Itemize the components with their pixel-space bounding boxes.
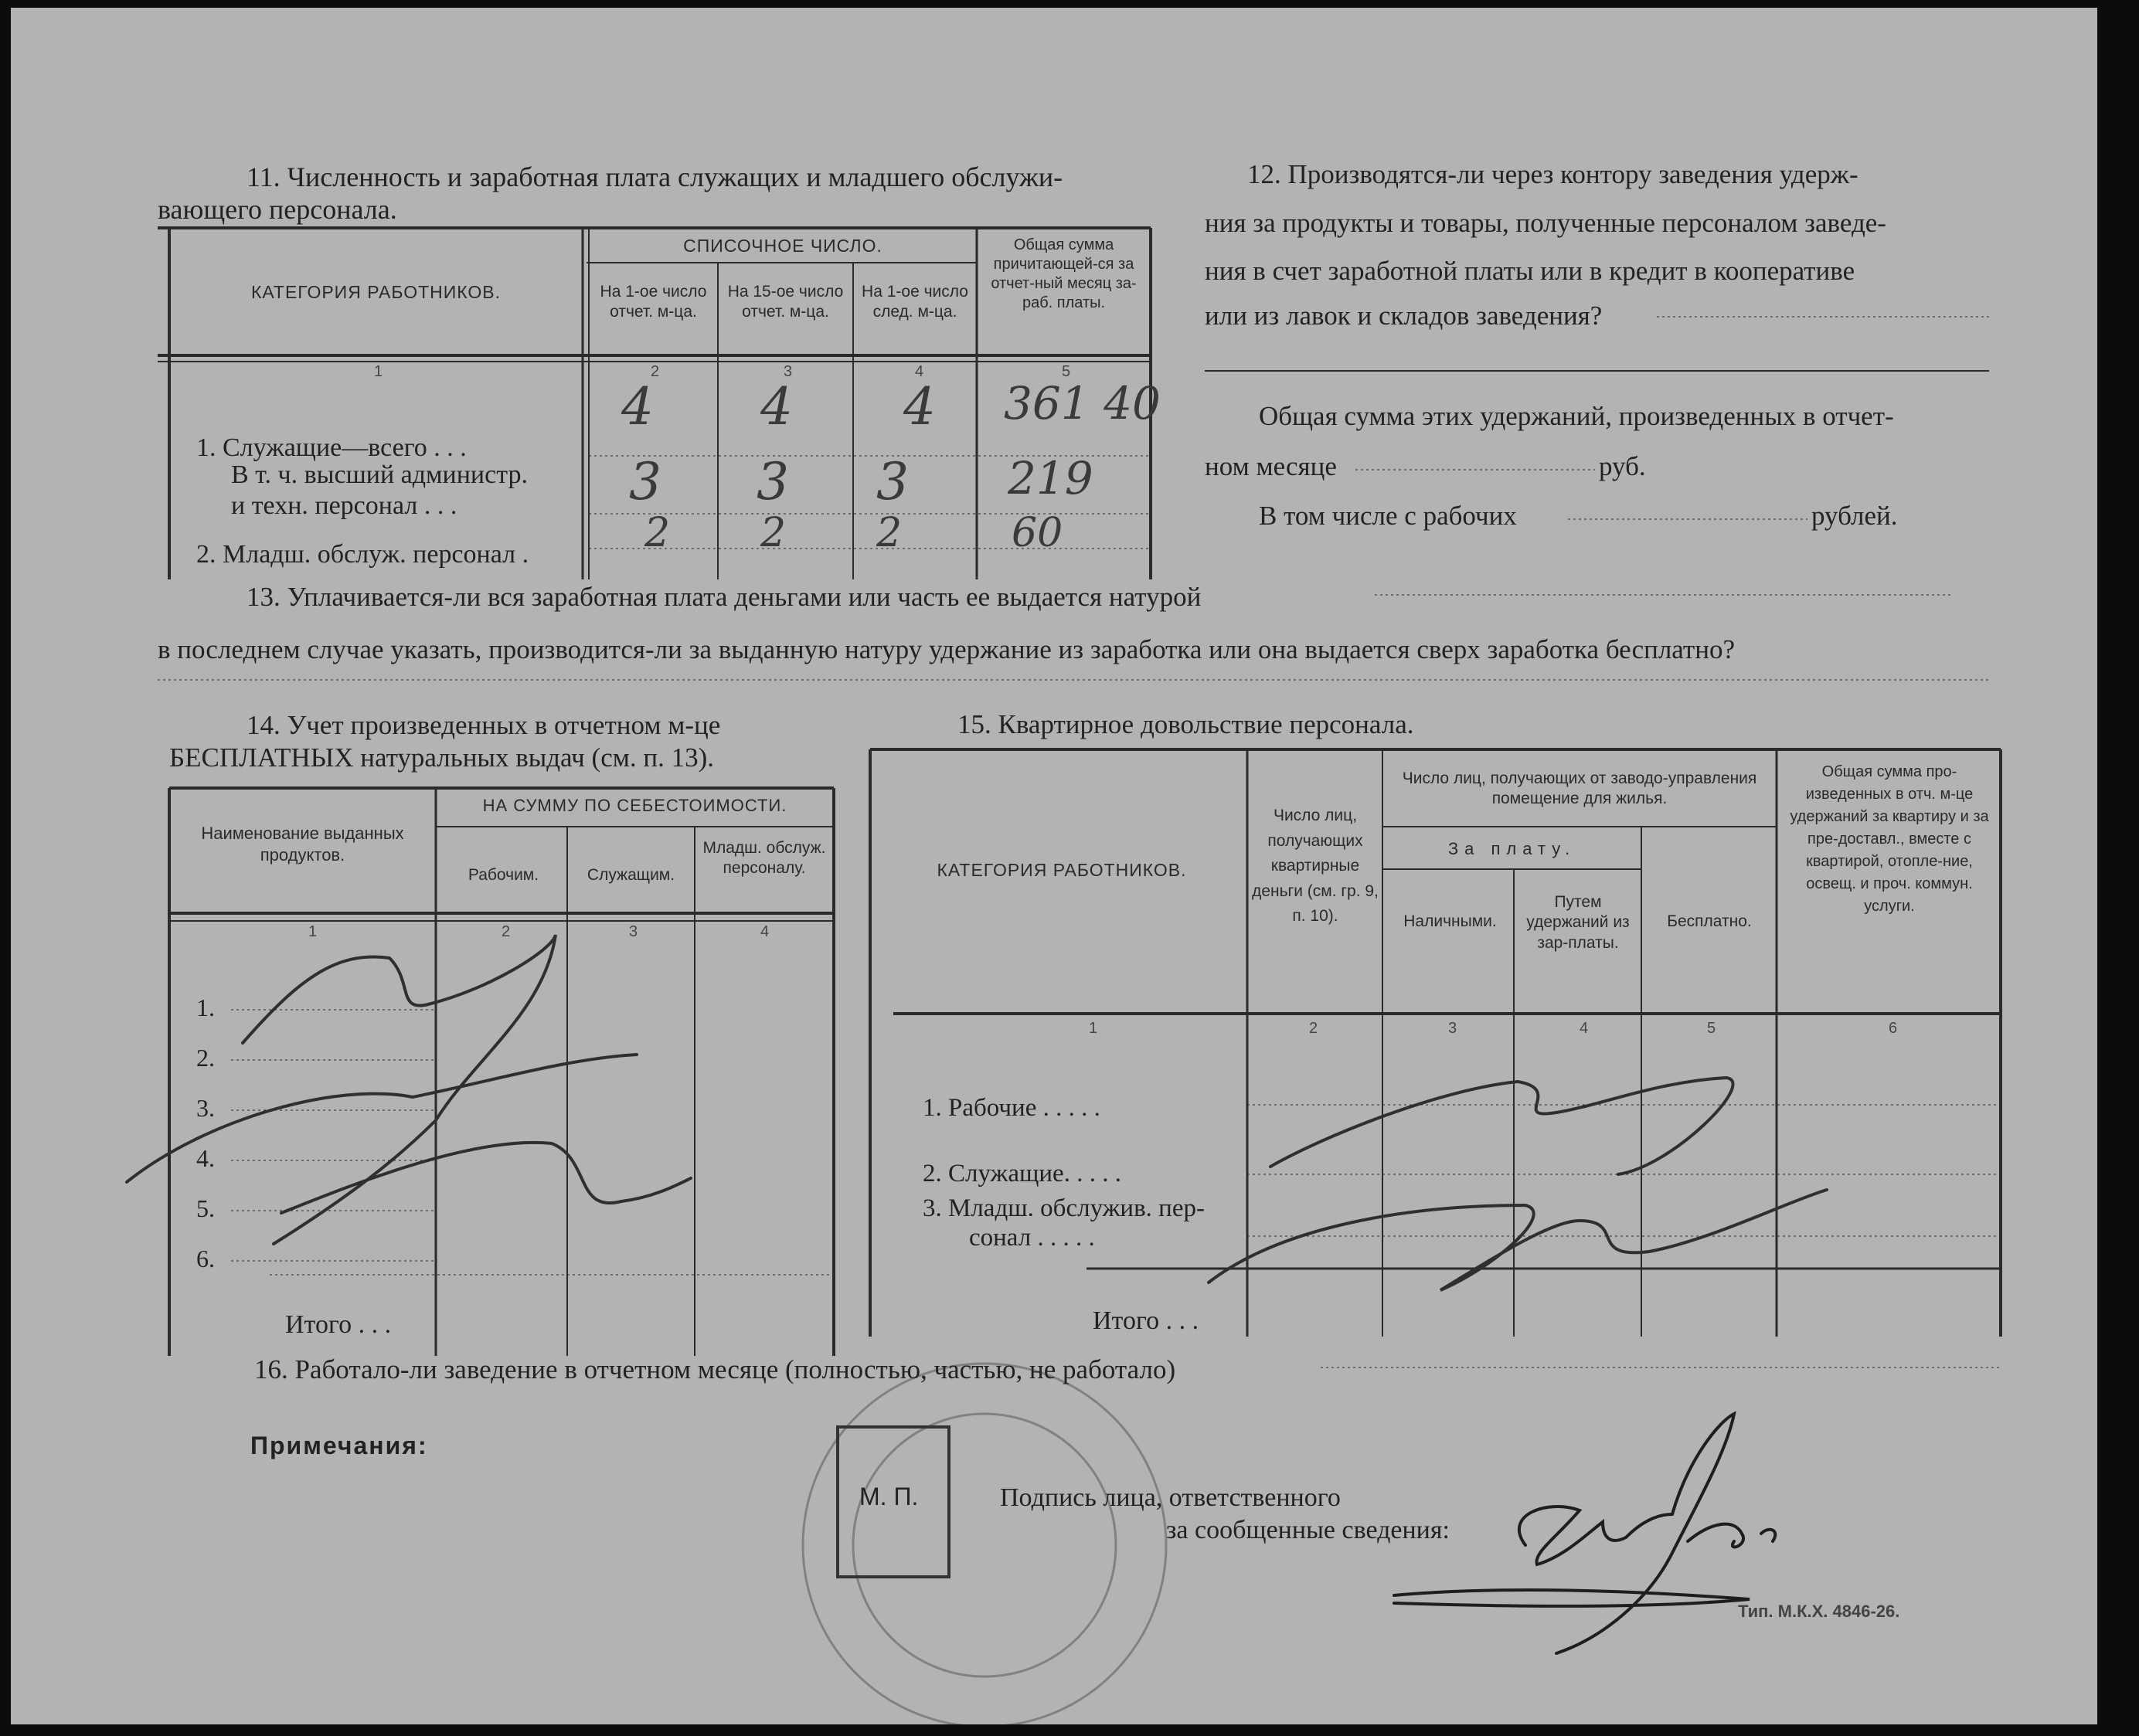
q14-total: Итого . . . — [285, 1310, 392, 1339]
q14-row-4: 4. — [196, 1144, 215, 1172]
q12-line7-b: рублей. — [1811, 501, 1898, 531]
q14-col-b: Служащим. — [587, 866, 675, 884]
q14-col-name: Наименование выданных продуктов. — [201, 824, 404, 865]
q11-row1-a: 4 — [621, 377, 654, 437]
q13-line1: 13. Уплачивается-ли вся заработная плата деньгами или часть ее выдается натурой — [247, 582, 1202, 612]
q14-colnum-1: 1 — [308, 923, 318, 940]
q14-colnum-4: 4 — [760, 923, 770, 940]
q14-row-2: 2. — [196, 1044, 215, 1072]
q11-row1-c: 4 — [903, 377, 936, 437]
q11-title-line1: 11. Численность и заработная плата служащих и младшего обслужи- — [247, 161, 1063, 192]
signature-label-line2: за сообщенные сведения: — [1166, 1516, 1450, 1544]
q15-col-category: КАТЕГОРИЯ РАБОТНИКОВ. — [937, 860, 1187, 880]
q14-col-a: Рабочим. — [468, 866, 539, 884]
q11-col-a: На 1-ое число отчет. м-ца. — [600, 283, 707, 321]
q15-col-cash: Наличными. — [1403, 912, 1497, 930]
q15-title: 15. Квартирное довольствие персонала. — [957, 709, 1414, 739]
q15-colnum-5: 5 — [1707, 1020, 1716, 1037]
q11-row2-label-l1: В т. ч. высший администр. — [231, 460, 528, 489]
q11-row3-sum: 60 — [1012, 510, 1063, 556]
q12-line7-a: В том числе с рабочих — [1259, 501, 1517, 531]
q11-row1-label: 1. Служащие—всего . . . — [196, 433, 467, 462]
q14-row-3: 3. — [196, 1094, 215, 1122]
q11-col-sum: Общая сумма причитающей-ся за отчет-ный месяц за-раб. платы. — [991, 236, 1137, 311]
q14-col-group: НА СУММУ ПО СЕБЕСТОИМОСТИ. — [482, 796, 787, 815]
q13-line2: в последнем случае указать, производится-ли за выданную натуру удержание из заработка или она выдается сверх заработка бесплатно? — [158, 634, 1735, 664]
document-page — [11, 8, 2097, 1724]
q15-colnum-2: 2 — [1309, 1020, 1318, 1037]
q15-colnum-1: 1 — [1089, 1020, 1098, 1037]
q11-colnum-1: 1 — [374, 363, 383, 380]
q15-col-free: Бесплатно. — [1667, 912, 1752, 930]
q15-row-employees: 2. Служащие. . . . . — [923, 1160, 1121, 1187]
q11-row3-b: 2 — [760, 510, 787, 556]
q14-line2: БЕСПЛАТНЫХ натуральных выдач (см. п. 13). — [169, 742, 715, 773]
q15-colnum-6: 6 — [1889, 1020, 1898, 1037]
q15-col-paid: За плату. — [1447, 839, 1576, 858]
q15-col-deduct: Путем удержаний из зар-платы. — [1526, 893, 1630, 952]
q12-line4: или из лавок и складов заведения? — [1205, 301, 1603, 331]
q14-line1: 14. Учет произведенных в отчетном м-це — [247, 710, 721, 740]
q11-row1-b: 4 — [760, 377, 793, 437]
q14-row-5: 5. — [196, 1194, 215, 1222]
q12-line2: ния за продукты и товары, полученные персоналом заведе- — [1205, 208, 1886, 238]
q14-colnum-3: 3 — [629, 923, 638, 940]
q11-row1-sum: 361 40 — [1004, 377, 1161, 430]
q14-col-c: Младш. обслуж. персоналу. — [702, 839, 826, 878]
q15-row-junior-l1: 3. Младш. обслужив. пер- — [923, 1194, 1205, 1222]
q11-colnum-2: 2 — [651, 363, 660, 380]
q11-row3-c: 2 — [876, 510, 903, 556]
q11-colnum-4: 4 — [915, 363, 924, 380]
q14-row-6: 6. — [196, 1245, 215, 1272]
q11-row2-c: 3 — [876, 452, 909, 511]
q11-col-c: На 1-ое число след. м-ца. — [862, 283, 968, 321]
q15-col-group: Число лиц, получающих от заводо-управления помещение для жилья. — [1402, 769, 1757, 808]
seal-label: М. П. — [859, 1483, 919, 1510]
q15-colnum-3: 3 — [1448, 1020, 1457, 1037]
q15-colnum-4: 4 — [1580, 1020, 1589, 1037]
q11-col-category: КАТЕГОРИЯ РАБОТНИКОВ. — [250, 282, 502, 302]
q11-col-b: На 15-ое число отчет. м-ца. — [727, 283, 844, 321]
q12-line5: Общая сумма этих удержаний, произведенных в отчет- — [1259, 401, 1894, 431]
printer-mark: Тип. М.К.Х. 4846-26. — [1738, 1602, 1900, 1621]
q11-row2-b: 3 — [757, 452, 789, 511]
q11-colnum-5: 5 — [1062, 363, 1071, 380]
q14-colnum-2: 2 — [502, 923, 511, 940]
q11-row3-label: 2. Младш. обслуж. персонал . — [196, 540, 529, 569]
q11-col-list-group: СПИСОЧНОЕ ЧИСЛО. — [683, 236, 882, 256]
q14-row-1: 1. — [196, 994, 215, 1021]
q11-row2-sum: 219 — [1008, 452, 1093, 504]
q15-col-money: Число лиц, получающих квартирные деньги (см. гр. 9, п. 10). — [1252, 807, 1379, 926]
q12-line6-a: ном месяце — [1205, 451, 1337, 481]
q12-line3: ния в счет заработной платы или в кредит в кооперативе — [1205, 256, 1855, 286]
q11-colnum-3: 3 — [784, 363, 793, 380]
q11-title-line2: вающего персонала. — [158, 194, 397, 225]
q11-row2-label-l2: и техн. персонал . . . — [231, 491, 457, 520]
q15-total: Итого . . . — [1093, 1306, 1199, 1335]
q12-line6-b: руб. — [1599, 451, 1646, 481]
q16-line1: 16. Работало-ли заведение в отчетном месяце (полностью, частью, не работало) — [254, 1354, 1176, 1384]
q15-col-sum: Общая сумма про-изведенных в отч. м-це удержаний за квартиру и за пре-доставл., вместе с квартирой, отопле-ние, освещ. и проч. коммун. услуги. — [1790, 763, 1989, 915]
q11-row3-a: 2 — [644, 510, 671, 556]
notes-label: Примечания: — [250, 1432, 428, 1459]
q12-line1: 12. Производятся-ли через контору заведения удерж- — [1247, 159, 1858, 189]
signature-label-line1: Подпись лица, ответственного — [1000, 1483, 1341, 1512]
q15-row-workers: 1. Рабочие . . . . . — [923, 1094, 1100, 1122]
q15-row-junior-l2: сонал . . . . . — [969, 1224, 1095, 1252]
q11-row2-a: 3 — [629, 452, 661, 511]
